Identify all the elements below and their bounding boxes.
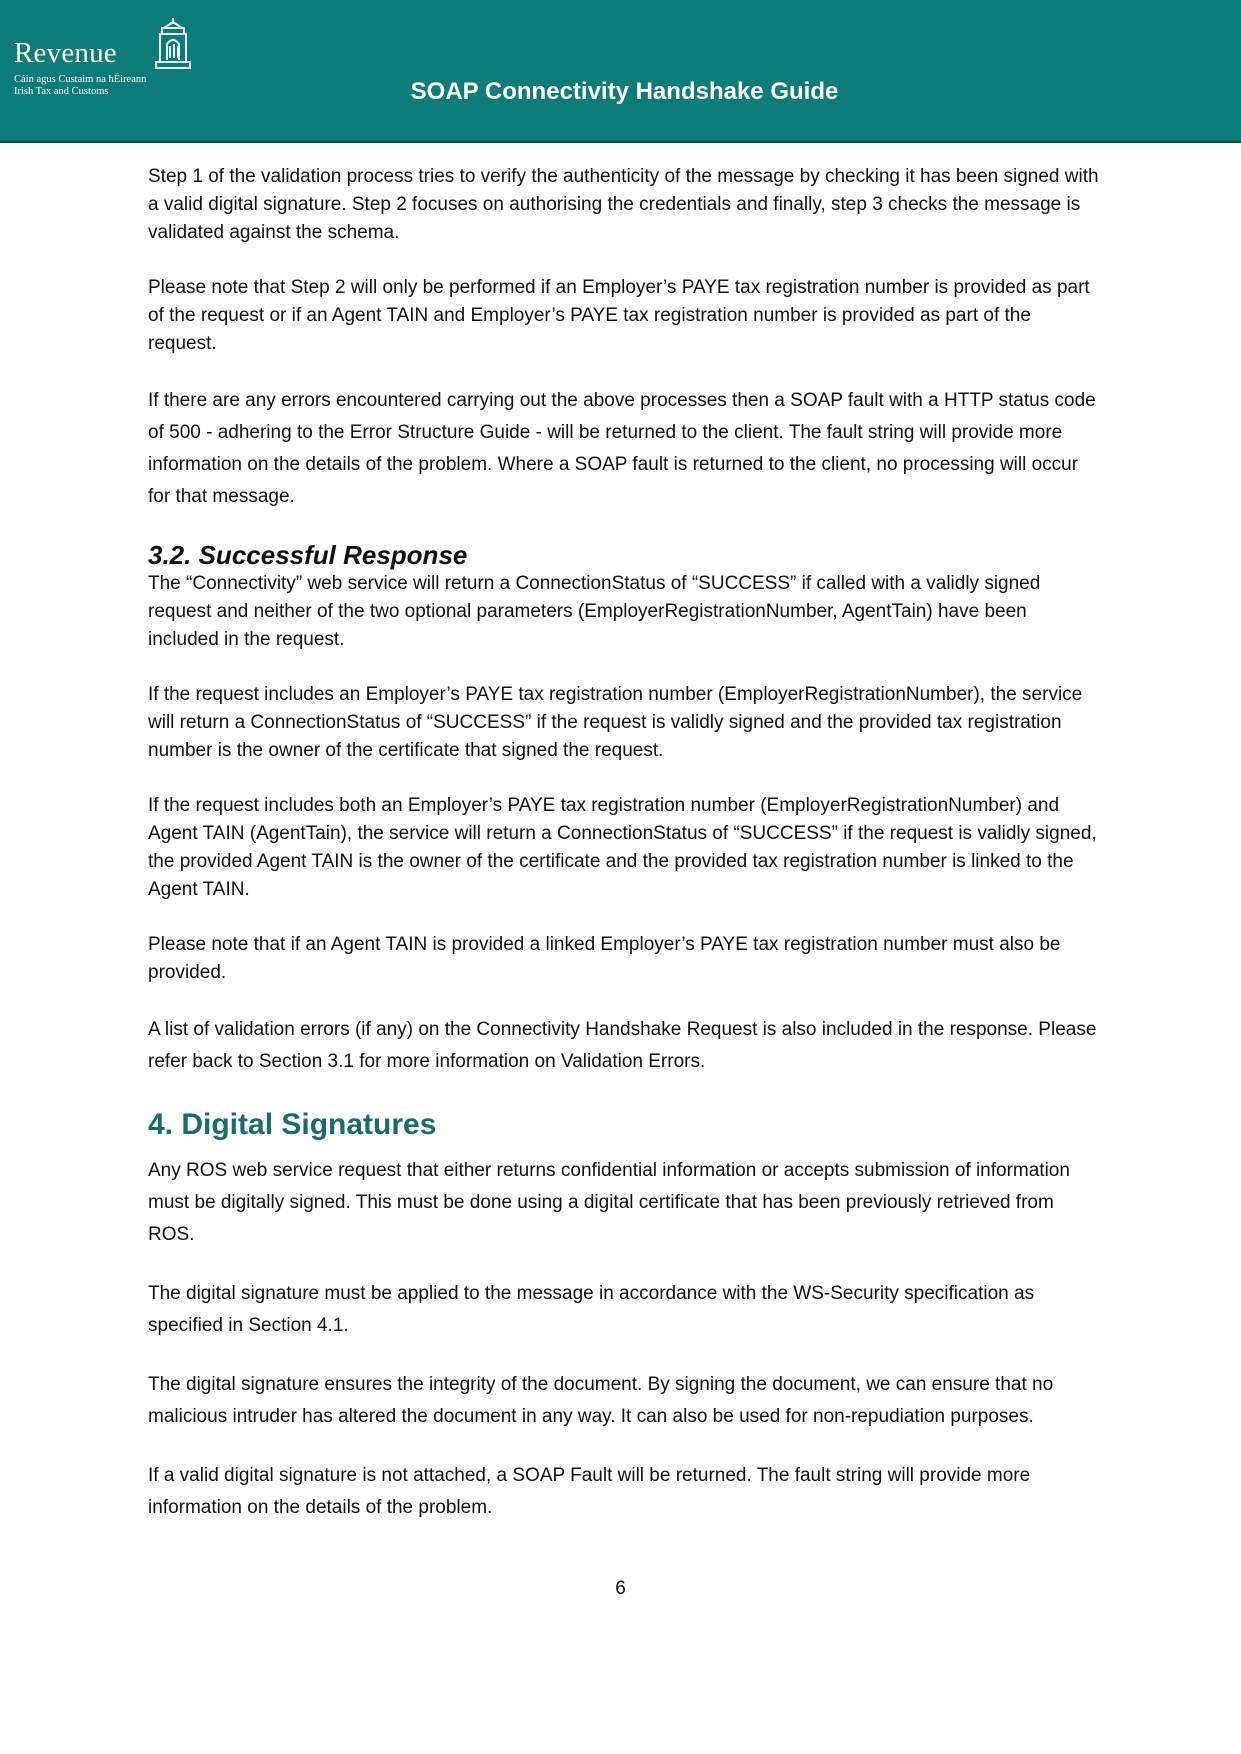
logo-subtitle-irish: Cáin agus Custaim na hÉireann (14, 74, 147, 85)
document-title: SOAP Connectivity Handshake Guide (410, 78, 839, 105)
page-header (0, 0, 1241, 143)
paragraph-agent-tain-note: Please note that if an Agent TAIN is provided a linked Employer’s PAYE tax registration number must also be provided. (148, 934, 1061, 983)
paragraph-validation-errors: A list of validation errors (if any) on the Connectivity Handshake Request is also included in the response. Please refer back to Section 3.1 for more information on Validation Errors. (148, 1019, 1097, 1072)
paragraph-step2-note: Please note that Step 2 will only be performed if an Employer’s PAYE tax registration number is provided as part of the request or if an Agent TAIN and Employer’s PAYE tax registration number is provided as part of the request. (148, 277, 1090, 354)
paragraph-validation-steps: Step 1 of the validation process tries to verify the authenticity of the message by checking it has been signed with a valid digital signature. Step 2 focuses on authorising the credentials and finally, step 3 checks the message is validated against the schema. (148, 166, 1099, 243)
document-body (148, 163, 1100, 1551)
paragraph-connectivity-success: The “Connectivity” web service will return a ConnectionStatus of “SUCCESS” if called with a validly signed request and neither of the two optional parameters (EmployerRegistrationNumber, AgentTain) have been included in the request. (148, 573, 1041, 650)
paragraph-employer-registration: If the request includes an Employer’s PAYE tax registration number (EmployerRegistrationNumber), the service will return a ConnectionStatus of “SUCCESS” if the request is validly signed and the provided tax registration number is the owner of the certificate that signed the request. (148, 684, 1083, 761)
paragraph-soap-fault: If there are any errors encountered carrying out the above processes then a SOAP fault with a HTTP status code of 500 - adhering to the Error Structure Guide - will be returned to the client. The fault string will provide more information on the details of the problem. Where a SOAP fault is returned to the client, no processing will occur for that message. (148, 390, 1096, 507)
paragraph-ws-security: The digital signature must be applied to the message in accordance with the WS-Security specification as specified in Section 4.1. (148, 1283, 1035, 1336)
paragraph-agent-tain: If the request includes both an Employer’s PAYE tax registration number (EmployerRegistrationNumber) and Agent TAIN (AgentTain), the service will return a ConnectionStatus of “SUCCESS” if the request is validly signed, the provided Agent TAIN is the owner of the certificate and the provided tax registration number is linked to the Agent TAIN. (148, 795, 1097, 900)
page-number: 6 (615, 1578, 626, 1599)
section-heading-digital-signatures: 4. Digital Signatures (148, 1108, 437, 1141)
harp-building-emblem-icon (150, 16, 196, 72)
section-heading-successful-response: 3.2. Successful Response (148, 540, 468, 570)
logo-subtitle-english: Irish Tax and Customs (14, 86, 109, 97)
paragraph-invalid-signature: If a valid digital signature is not attached, a SOAP Fault will be returned. The fault string will provide more information on the details of the problem. (148, 1465, 1031, 1518)
paragraph-ros-signing: Any ROS web service request that either returns confidential information or accepts submission of information must be digitally signed. This must be done using a digital certificate that has been previously retrieved from ROS. (148, 1160, 1070, 1245)
paragraph-integrity: The digital signature ensures the integrity of the document. By signing the document, we can ensure that no malicious intruder has altered the document in any way. It can also be used for non-repudiation purposes. (148, 1374, 1054, 1427)
logo-wordmark: Revenue (14, 37, 117, 69)
